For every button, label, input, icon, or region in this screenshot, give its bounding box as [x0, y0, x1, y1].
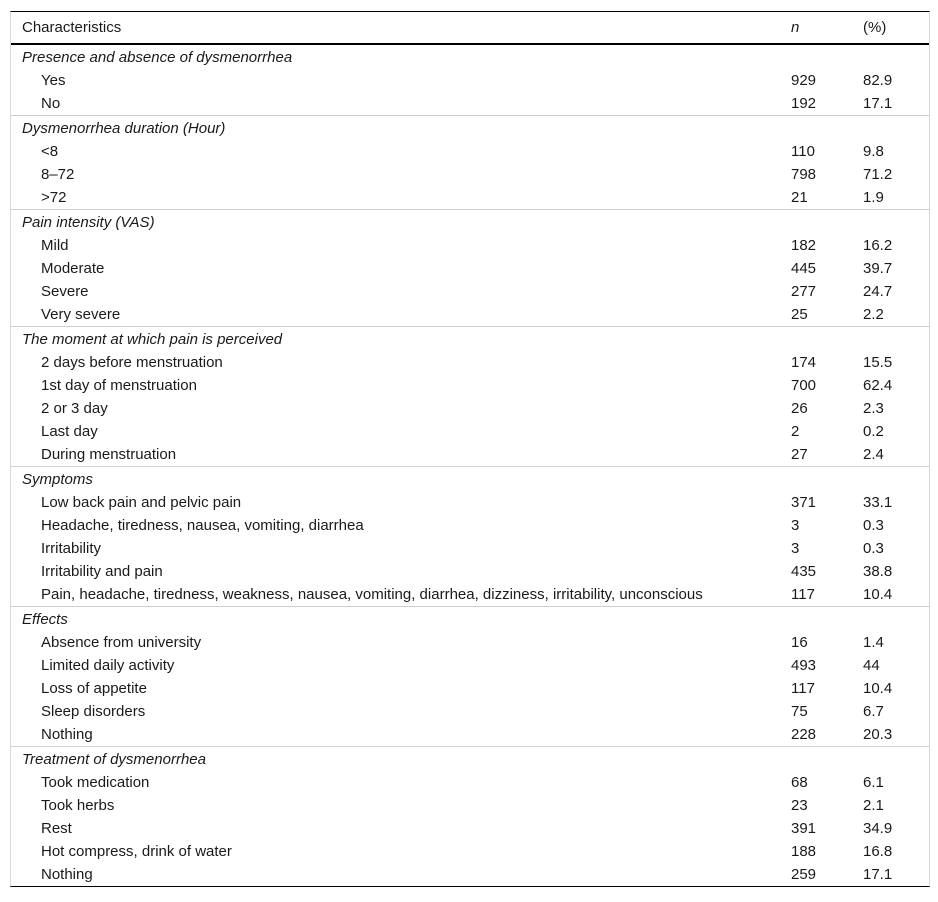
table-row [11, 794, 929, 817]
table-row [11, 677, 929, 700]
row-n-value: 16 [791, 634, 808, 651]
row-label: Nothing [41, 726, 93, 743]
table-row [11, 69, 929, 92]
row-label: Irritability [41, 540, 102, 557]
row-n-value: 27 [791, 446, 808, 463]
header-row [11, 12, 929, 44]
table-row [11, 397, 929, 420]
row-percent-value: 6.7 [863, 703, 884, 720]
section-header-row [11, 44, 929, 69]
row-percent-value: 38.8 [863, 563, 893, 580]
row-percent-value: 16.2 [863, 237, 893, 254]
row-label: Nothing [41, 866, 93, 883]
table-row [11, 491, 929, 514]
row-label: Took herbs [41, 797, 115, 814]
row-label: <8 [41, 143, 59, 160]
row-percent-value: 33.1 [863, 494, 893, 511]
row-n-value: 117 [791, 680, 815, 697]
table-row [11, 771, 929, 794]
row-percent-value: 17.1 [863, 866, 893, 883]
row-percent-value: 82.9 [863, 72, 893, 89]
row-label: During menstruation [41, 446, 177, 463]
row-label: Limited daily activity [41, 657, 175, 674]
row-n-value: 259 [791, 866, 817, 883]
table-row [11, 723, 929, 747]
table-row [11, 560, 929, 583]
row-label: >72 [41, 189, 67, 206]
row-percent-value: 0.2 [863, 423, 884, 440]
table-row [11, 654, 929, 677]
row-n-value: 21 [791, 189, 808, 206]
table-body [11, 44, 929, 886]
header-characteristics: Characteristics [11, 12, 791, 44]
row-label: Mild [41, 237, 69, 254]
row-label: 2 days before menstruation [41, 354, 223, 371]
section-header-row [11, 327, 929, 352]
row-percent-value: 2.2 [863, 306, 884, 323]
table-row [11, 863, 929, 886]
row-n-value: 228 [791, 726, 817, 743]
row-n-value: 117 [791, 586, 815, 603]
row-label: No [41, 95, 61, 112]
row-percent-value: 39.7 [863, 260, 893, 277]
section-header-row [11, 210, 929, 235]
characteristics-table [11, 12, 929, 886]
table-row [11, 583, 929, 607]
row-percent-value: 0.3 [863, 540, 884, 557]
table-row [11, 280, 929, 303]
table-row [11, 443, 929, 467]
table-row [11, 700, 929, 723]
row-label: Severe [41, 283, 89, 300]
row-n-value: 174 [791, 354, 817, 371]
table-row [11, 537, 929, 560]
row-n-value: 798 [791, 166, 817, 183]
row-percent-value: 2.1 [863, 797, 884, 814]
row-percent-value: 9.8 [863, 143, 884, 160]
table-row [11, 257, 929, 280]
section-title: Treatment of dysmenorrhea [11, 747, 929, 772]
section-title: Symptoms [11, 467, 929, 492]
row-label: Yes [41, 72, 66, 89]
row-n-value: 445 [791, 260, 817, 277]
row-percent-value: 0.3 [863, 517, 884, 534]
header-percent: (%) [863, 12, 929, 44]
row-n-value: 2 [791, 423, 800, 440]
row-n-value: 188 [791, 843, 817, 860]
row-n-value: 493 [791, 657, 817, 674]
row-n-value: 277 [791, 283, 817, 300]
section-title: Dysmenorrhea duration (Hour) [11, 116, 929, 141]
row-percent-value: 16.8 [863, 843, 893, 860]
row-label: Irritability and pain [41, 563, 163, 580]
row-percent-value: 15.5 [863, 354, 893, 371]
row-n-value: 75 [791, 703, 808, 720]
table-row [11, 374, 929, 397]
section-header-row [11, 747, 929, 772]
header-n: n [791, 12, 863, 44]
row-percent-value: 10.4 [863, 680, 893, 697]
table-row [11, 163, 929, 186]
table-header [11, 12, 929, 44]
row-percent-value: 6.1 [863, 774, 884, 791]
table-row [11, 186, 929, 210]
row-percent-value: 71.2 [863, 166, 893, 183]
row-n-value: 23 [791, 797, 808, 814]
row-label: Loss of appetite [41, 680, 147, 697]
row-n-value: 182 [791, 237, 817, 254]
characteristics-table-container [10, 11, 930, 887]
row-label: 2 or 3 day [41, 400, 108, 417]
section-title: Presence and absence of dysmenorrhea [22, 48, 293, 66]
row-n-value: 700 [791, 377, 817, 394]
table-row [11, 303, 929, 327]
table-row [11, 420, 929, 443]
row-label: Hot compress, drink of water [41, 843, 232, 860]
table-row [11, 92, 929, 116]
row-n-value: 391 [791, 820, 817, 837]
row-n-value: 192 [791, 95, 817, 112]
row-percent-value: 10.4 [863, 586, 893, 603]
table-row [11, 351, 929, 374]
row-label: 1st day of menstruation [41, 377, 197, 394]
row-percent-value: 34.9 [863, 820, 893, 837]
row-percent-value: 24.7 [863, 283, 893, 300]
row-percent-value: 1.9 [863, 189, 884, 206]
row-label: Moderate [41, 260, 105, 277]
row-percent-value: 17.1 [863, 95, 893, 112]
row-n-value: 371 [791, 494, 817, 511]
table-row [11, 631, 929, 654]
row-n-value: 929 [791, 72, 817, 89]
row-label: Headache, tiredness, nausea, vomiting, diarrhea [41, 517, 364, 534]
row-percent-value: 2.4 [863, 446, 884, 463]
section-header-row [11, 467, 929, 492]
row-percent-value: 44 [863, 657, 880, 674]
section-title: Effects [11, 607, 929, 632]
table-row [11, 234, 929, 257]
row-label: Pain, headache, tiredness, weakness, nausea, vomiting, diarrhea, dizziness, irritability, unconscious [41, 586, 703, 603]
row-n-value: 25 [791, 306, 808, 323]
row-label: Low back pain and pelvic pain [41, 494, 242, 511]
row-n-value: 110 [791, 143, 815, 160]
row-n-value: 68 [791, 774, 808, 791]
table-row [11, 817, 929, 840]
section-header-row [11, 607, 929, 632]
table-row [11, 514, 929, 537]
section-title: The moment at which pain is perceived [11, 327, 929, 352]
row-label: Took medication [41, 774, 150, 791]
row-label: Very severe [41, 306, 121, 323]
table-row [11, 140, 929, 163]
row-percent-value: 20.3 [863, 726, 893, 743]
section-title: Pain intensity (VAS) [11, 210, 929, 235]
row-label: Rest [41, 820, 72, 837]
row-label: Sleep disorders [41, 703, 146, 720]
row-percent-value: 1.4 [863, 634, 884, 651]
row-percent-value: 2.3 [863, 400, 884, 417]
row-n-value: 3 [791, 540, 800, 557]
row-percent-value: 62.4 [863, 377, 893, 394]
row-label: Absence from university [41, 634, 202, 651]
section-header-row [11, 116, 929, 141]
row-n-value: 3 [791, 517, 800, 534]
table-row [11, 840, 929, 863]
row-label: Last day [41, 423, 98, 440]
row-n-value: 26 [791, 400, 808, 417]
row-n-value: 435 [791, 563, 817, 580]
row-label: 8–72 [41, 166, 75, 183]
